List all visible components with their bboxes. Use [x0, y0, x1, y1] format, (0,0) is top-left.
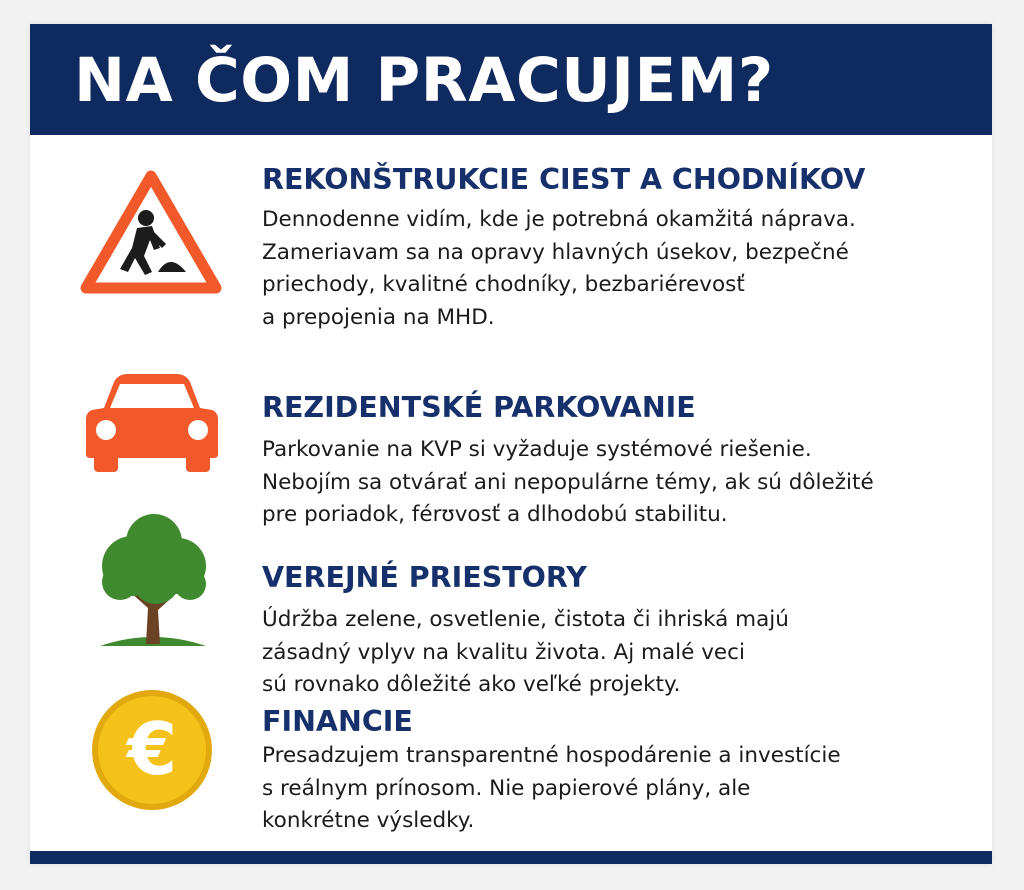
description-line: konkrétne výsledky.	[262, 808, 475, 834]
description-line: Údržba zelene, osvetlenie, čistota či ihriská majú	[262, 607, 789, 632]
road-works-warning-icon	[80, 168, 222, 296]
section-description	[262, 204, 972, 334]
section-resident-parking	[30, 364, 992, 528]
section-description	[262, 740, 972, 838]
header-bar	[30, 24, 992, 135]
section-finances	[30, 684, 992, 844]
section-public-spaces	[30, 508, 992, 698]
infographic-card	[30, 24, 992, 864]
page-title: NA ČOM PRACUJEM?	[74, 45, 774, 116]
description-line: pre poriadok, férʊvosť a dlhodobú stabilitu.	[262, 502, 728, 528]
section-title: FINANCIE	[262, 705, 413, 738]
description-line: Nebojím sa otvárať ani nepopulárne témy, ak sú dôležité	[262, 469, 874, 495]
description-line: Dennodenne vidím, kde je potrebná okamžitá náprava.	[262, 207, 856, 232]
description-line: Presadzujem transparentné hospodárenie a investície	[262, 743, 841, 768]
car-icon	[84, 370, 220, 476]
description-line: sú rovnako dôležité ako veľké projekty.	[262, 672, 681, 698]
description-line: s reálnym prínosom. Nie papierové plány, ale	[262, 775, 751, 801]
footer-bar	[30, 851, 992, 864]
section-title: REZIDENTSKÉ PARKOVANIE	[262, 391, 696, 424]
tree-icon	[94, 512, 212, 648]
description-line: Zameriavam sa na opravy hlavných úsekov, bezpečné	[262, 239, 849, 265]
description-line: priechody, kvalitné chodníky, bezbariérevosť	[262, 272, 745, 298]
description-line: a prepojenia na MHD.	[262, 304, 495, 330]
section-title: VEREJNÉ PRIESTORY	[262, 561, 587, 594]
description-line: Parkovanie na KVP si vyžaduje systémové riešenie.	[262, 437, 812, 462]
description-line: zásadný vplyv na kvalitu života. Aj malé veci	[262, 639, 745, 665]
section-title: REKONŠTRUKCIE CIEST A CHODNÍKOV	[262, 163, 866, 196]
euro-coin-icon	[90, 688, 214, 812]
section-road-reconstruction	[30, 154, 992, 354]
svg-text:€: €	[126, 707, 178, 791]
